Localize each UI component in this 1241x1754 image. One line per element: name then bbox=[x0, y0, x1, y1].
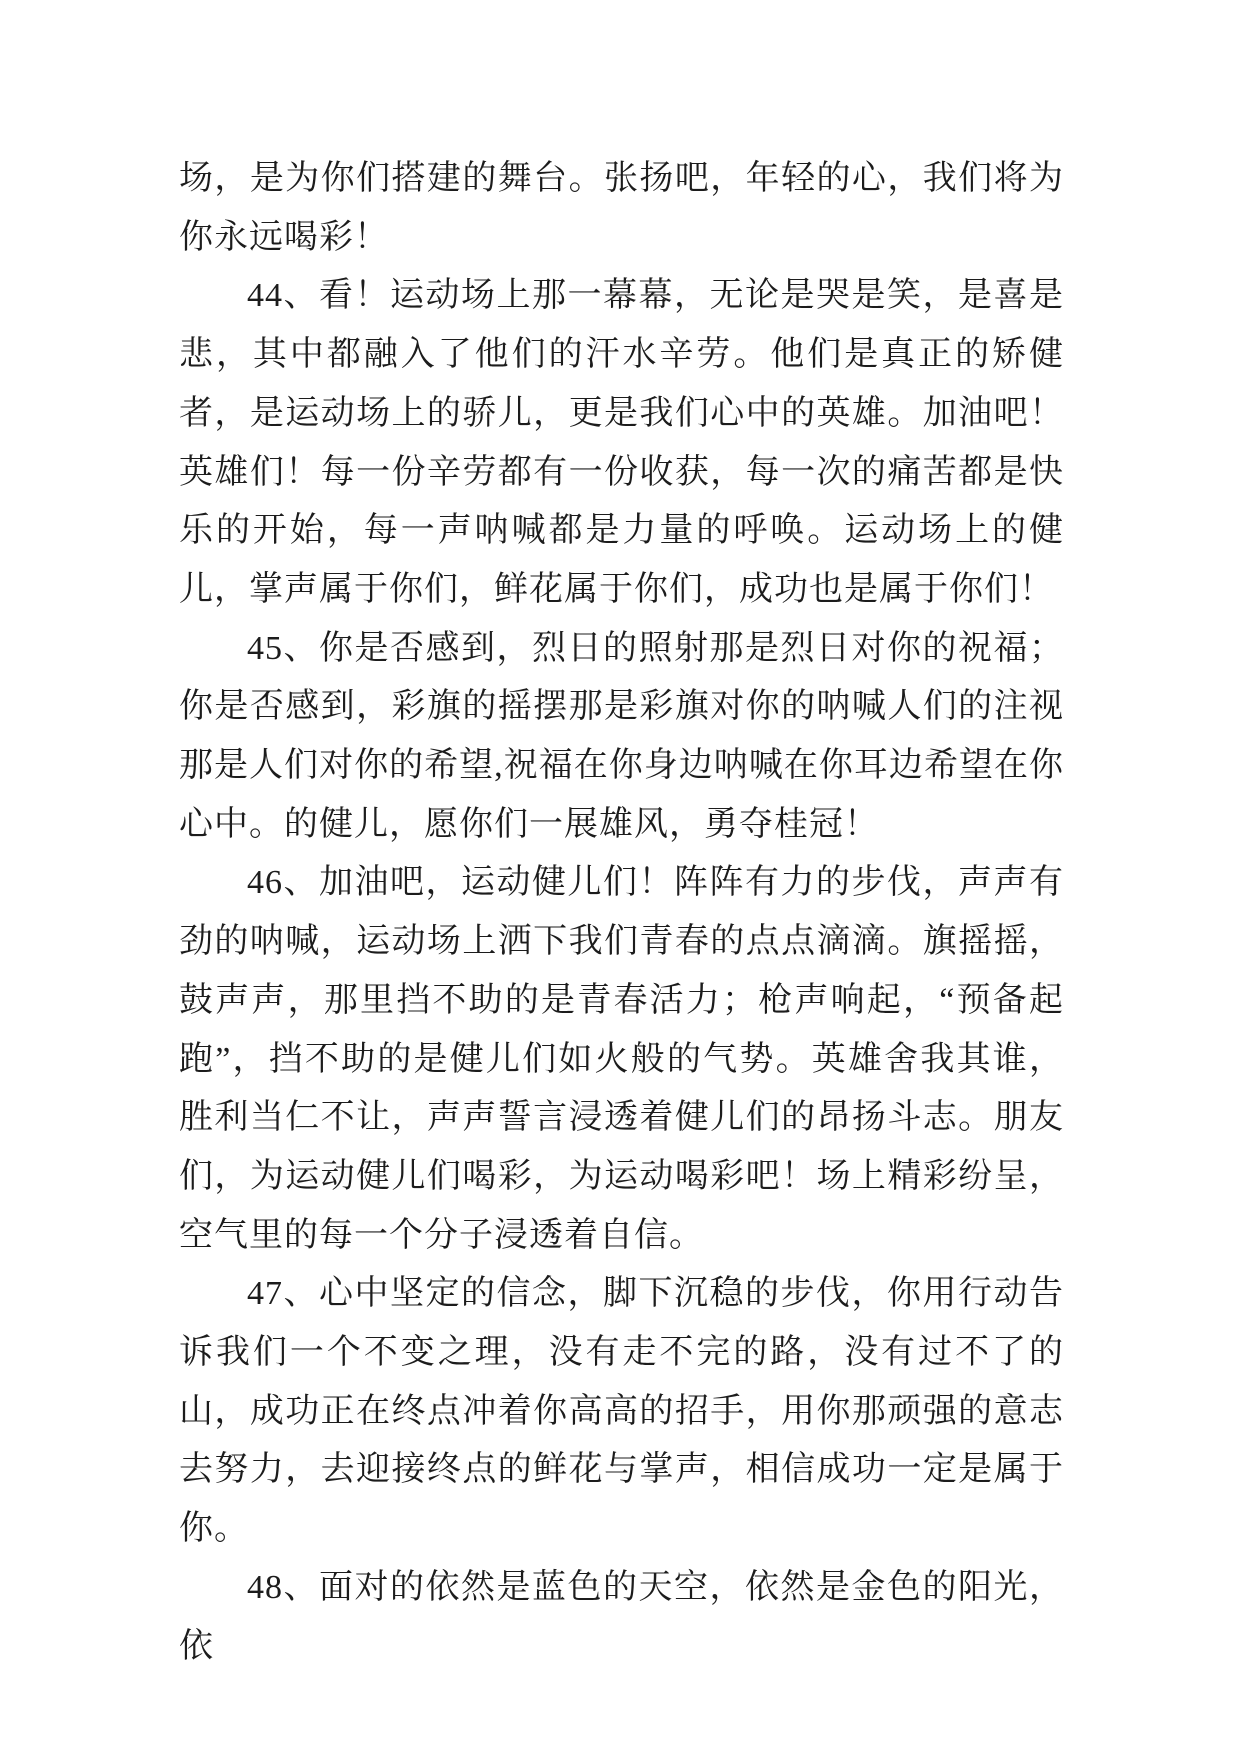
paragraph-continuation: 场，是为你们搭建的舞台。张扬吧，年轻的心，我们将为你永远喝彩！ bbox=[179, 160, 1064, 256]
paragraph-45: 45、你是否感到，烈日的照射那是烈日对你的祝福；你是否感到，彩旗的摇摆那是彩旗对你的呐喊人们的注视那是人们对你的希望,祝福在你身边呐喊在你耳边希望在你心中。的健儿，愿你们一展雄风，勇夺桂冠！ bbox=[179, 629, 1064, 843]
paragraph-46: 46、加油吧，运动健儿们！阵阵有力的步伐，声声有劲的呐喊，运动场上洒下我们青春的点点滴滴。旗摇摇，鼓声声，那里挡不助的是青春活力；枪声响起，“预备起跑”，挡不助的是健儿们如火般的气势。英雄舍我其谁，胜利当仁不让，声声誓言浸透着健儿们的昂扬斗志。朋友们，为运动健儿们喝彩，为运动喝彩吧！场上精彩纷呈，空气里的每一个分子浸透着自信。 bbox=[179, 864, 1064, 1254]
paragraph-47: 47、心中坚定的信念，脚下沉稳的步伐，你用行动告诉我们一个不变之理，没有走不完的路，没有过不了的山，成功正在终点冲着你高高的招手，用你那顽强的意志去努力，去迎接终点的鲜花与掌声，相信成功一定是属于你。 bbox=[179, 1275, 1064, 1548]
paragraph-48: 48、面对的依然是蓝色的天空，依然是金色的阳光，依 bbox=[179, 1568, 1064, 1665]
text-content bbox=[179, 150, 1064, 1676]
paragraph-44: 44、看！运动场上那一幕幕，无论是哭是笑，是喜是悲，其中都融入了他们的汗水辛劳。他们是真正的矫健者，是运动场上的骄儿，更是我们心中的英雄。加油吧！英雄们！每一份辛劳都有一份收获，每一次的痛苦都是快乐的开始，每一声呐喊都是力量的呼唤。运动场上的健儿，掌声属于你们，鲜花属于你们，成功也是属于你们！ bbox=[179, 277, 1064, 608]
